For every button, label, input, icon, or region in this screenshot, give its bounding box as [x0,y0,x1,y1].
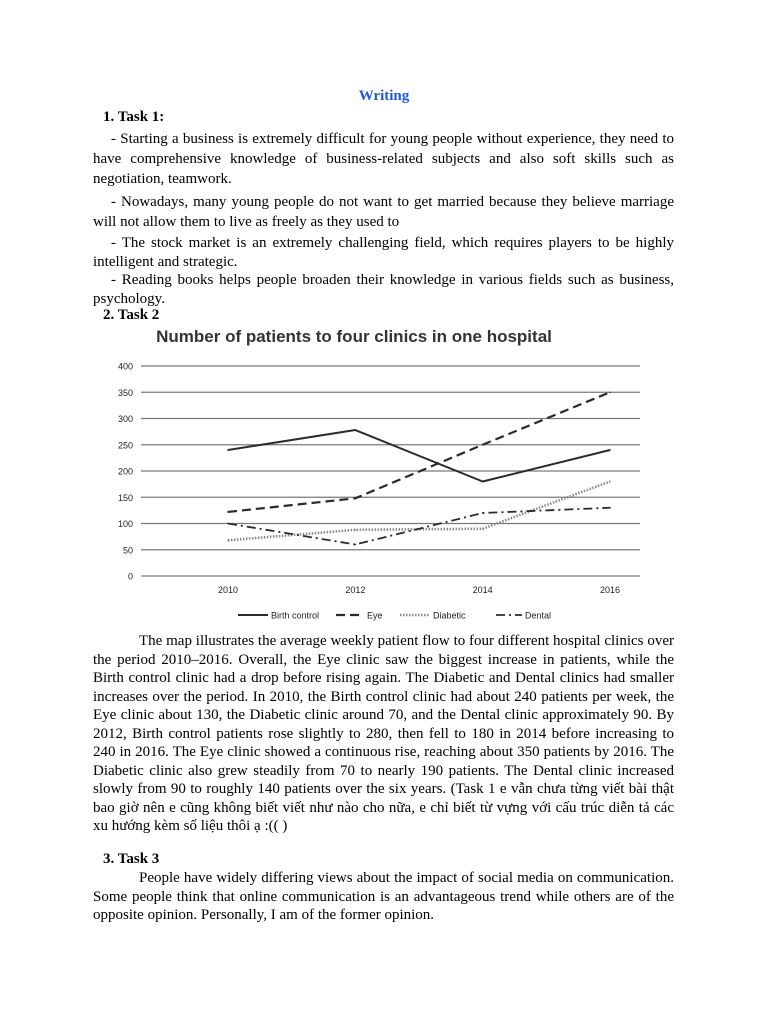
series-birth-control-point [227,449,229,451]
chart-gridlines [141,366,640,576]
series-diabetic-point [355,529,357,531]
y-tick-label: 0 [127,571,133,582]
task3-paragraph: People have widely differing views about the impact of social media on communication. Some people think that online communication is an advantageous trend while others are of the opposite opinion. Personally, I am of the former opinion. [93,870,674,923]
chart-legend [238,611,551,621]
series-birth-control-point [355,429,357,431]
series-birth-control-point [609,449,611,451]
series-birth-control-point [482,481,484,483]
y-tick-label: 400 [117,361,133,372]
y-tick-label: 250 [117,440,133,451]
series-dental-line [228,508,610,545]
y-tick-label: 100 [117,519,133,529]
patients-line-chart [108,318,684,630]
series-dental-point [482,512,484,514]
task1-bullet-1: - Starting a business is extremely difficult for young people without experience, they need to have comprehensive knowledge of business-related subjects and also soft skills such as negotiation, teamwork. [93,131,674,187]
y-tick-label: 300 [117,414,133,424]
task3-heading: 3. Task 3 [103,851,160,867]
series-diabetic-point [482,528,484,530]
x-tick-label: 2010 [217,585,239,595]
legend-label-diabetic: Diabetic [433,610,466,621]
task1-heading: 1. Task 1: [103,109,165,125]
x-tick-label: 2014 [472,585,493,595]
legend-label-dental: Dental [525,610,552,621]
series-eye-point [355,498,357,500]
task1-bullet-3: - The stock market is an extremely challenging field, which requires players to be highly intelligent and strategic. [93,235,674,270]
x-tick-label: 2012 [345,585,366,595]
task1-bullet-2: - Nowadays, many young people do not want to get married because they believe marriage will not allow them to live as freely as they used to [93,194,674,230]
y-tick-label: 350 [117,387,133,398]
series-dental-point [227,523,229,525]
legend-label-eye: Eye [367,610,383,621]
series-eye-point [482,444,484,446]
task1-bullet-4: - Reading books helps people broaden their knowledge in various fields such as business, psychology. [93,272,674,307]
y-tick-label: 50 [122,545,133,556]
x-tick-label: 2016 [599,585,621,595]
series-dental-point [609,507,611,509]
page-title: Writing [358,88,410,104]
series-eye-line [228,392,610,512]
series-birth-control-line [228,430,610,481]
y-tick-label: 200 [117,466,133,477]
chart-y-ticks [118,362,133,582]
chart-x-ticks [218,585,620,595]
chart-title: Number of patients to four clinics in one hospital [156,327,552,346]
series-eye-point [609,391,611,393]
series-diabetic-point [227,540,229,542]
task2-heading: 2. Task 2 [103,307,160,323]
series-eye-point [227,511,229,513]
task2-paragraph: The map illustrates the average weekly patient flow to four different hospital clinics over the period 2010–2016. Overall, the Eye clinic saw the biggest increase in patients, while the Birth control clinic had a drop before rising again. The Diabetic and Dental clinics had smaller increases over the period. In 2010, the Birth control clinic had about 240 patients per week, the Eye clinic about 130, the Diabetic clinic around 70, and the Dental clinic approximately 90. By 2012, Birth control patients rose slightly to 280, then fell to 180 in 2014 before increasing to 240 in 2016. The Eye clinic showed a continuous rise, reaching about 350 patients by 2016. The Diabetic clinic also grew steadily from 70 to nearly 190 patients. The Dental clinic increased slowly from 90 to roughly 140 patients over the six years. (Task 1 e vẫn chưa từng viết bài thật bao giờ nên e cũng không biết viết như nào cho nữa, e chỉ biết từ vựng với cấu trúc diễn tả các xu hướng kèm số liệu thôi ạ :(( ) [93,633,674,834]
y-tick-label: 150 [117,492,133,503]
legend-label-birth-control: Birth control [271,610,320,621]
series-dental-point [355,544,357,546]
chart-series [227,391,611,545]
series-diabetic-point [609,481,611,483]
